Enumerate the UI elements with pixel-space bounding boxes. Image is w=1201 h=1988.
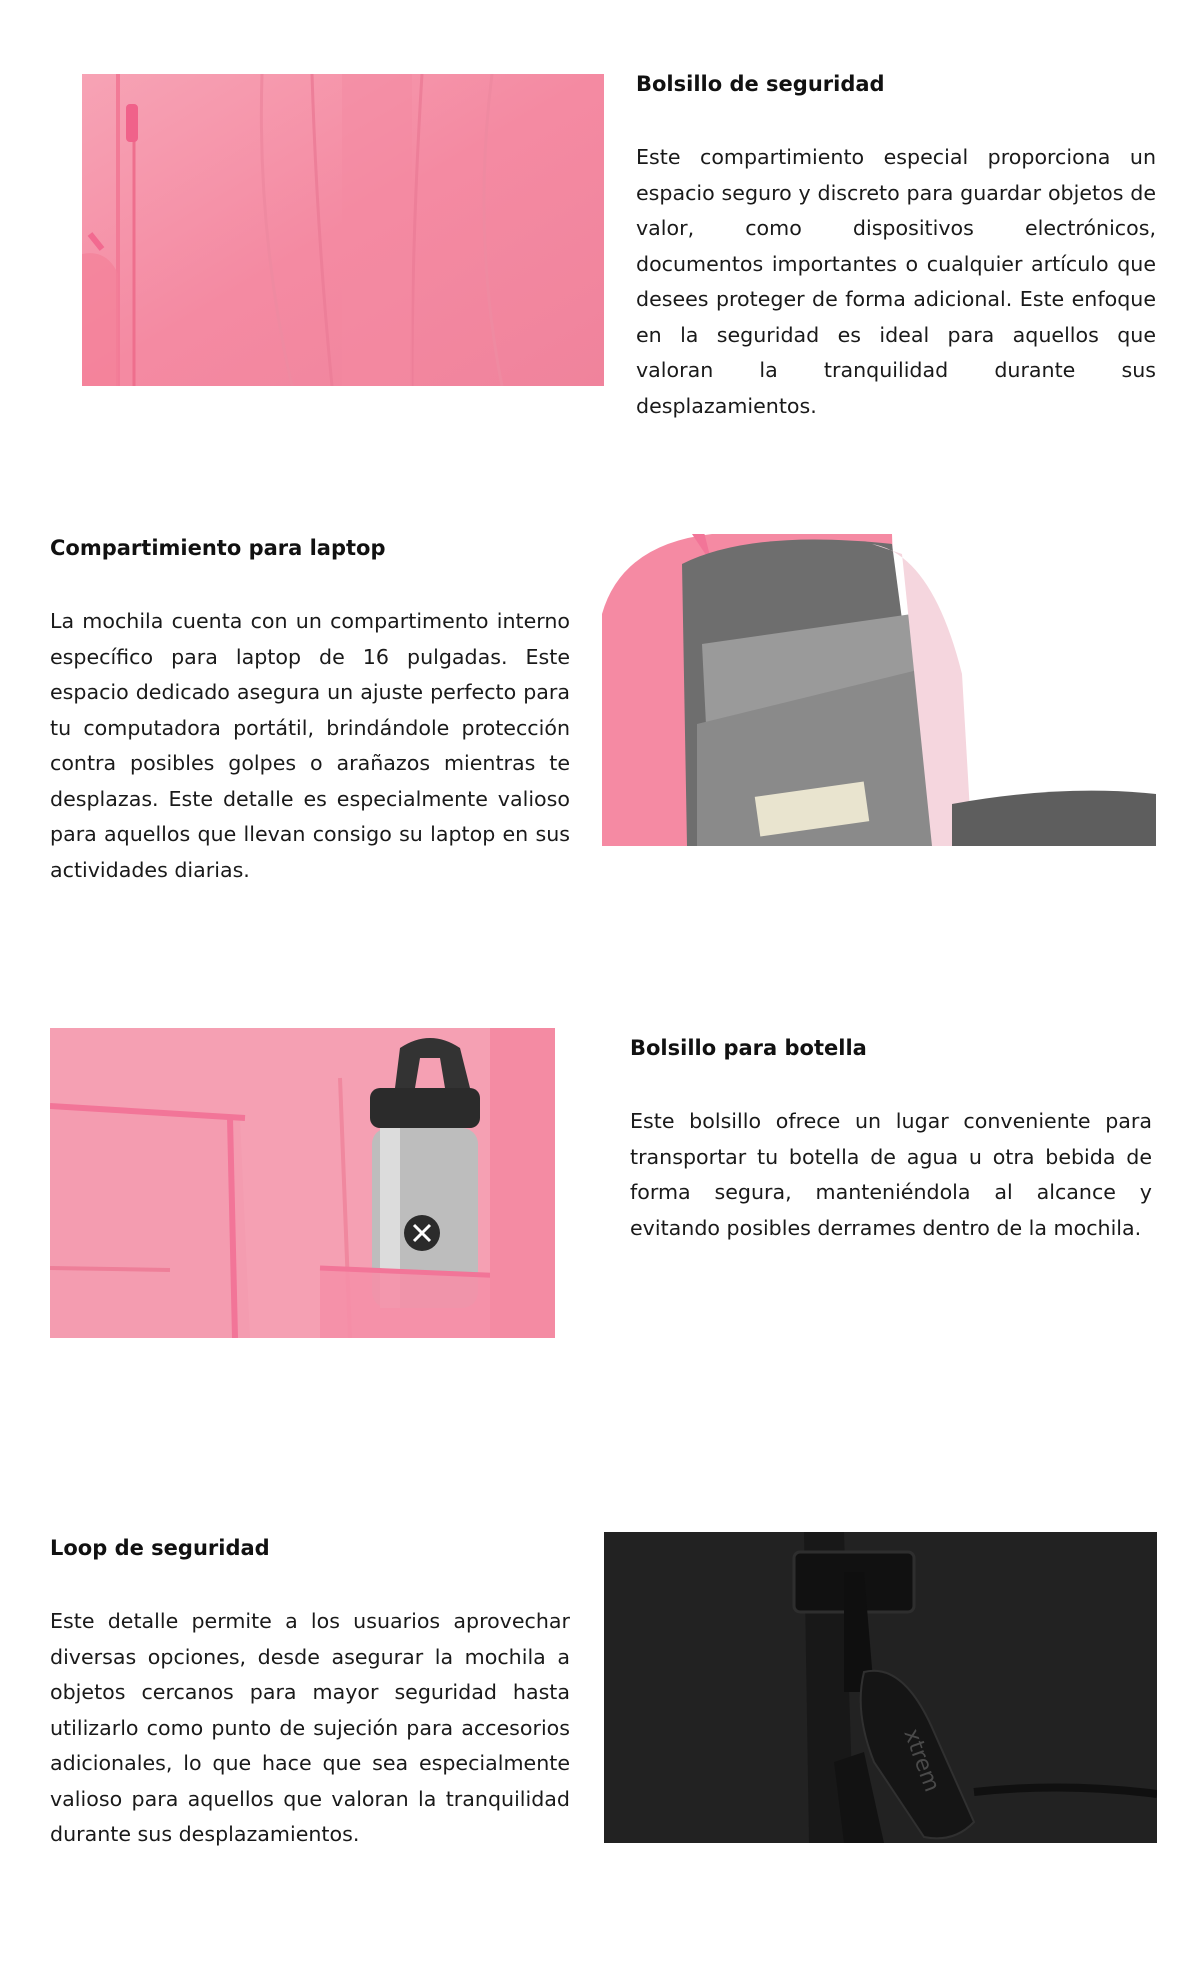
security-loop-description: Este detalle permite a los usuarios aprovechar diversas opciones, desde asegurar la mochila a objetos cercanos para mayor seguridad hasta utilizarlo como punto de sujeción para accesorios adicionales, lo que hace que sea especialmente valioso para aquellos que valoran la tranquilidad durante sus desplazamientos.	[50, 1609, 570, 1846]
bottle-pocket-text	[630, 1034, 1152, 1246]
laptop-compartment-title: Compartimiento para laptop	[50, 536, 386, 560]
feature-section-bottle-pocket	[0, 1000, 1201, 1420]
pink-backpack-side-bottle-pocket-image	[50, 1028, 555, 1338]
zipper-pull-logo: xtrem	[898, 1725, 945, 1796]
pink-backpack-open-laptop-compartment-photo	[602, 534, 1156, 846]
security-pocket-title: Bolsillo de seguridad	[636, 72, 885, 96]
security-loop-text	[50, 1534, 570, 1853]
pink-backpack-back-zipper-photo	[82, 74, 604, 386]
pink-backpack-side-bottle-pocket-photo	[50, 1028, 555, 1338]
black-backpack-security-loop-image	[604, 1532, 1157, 1843]
pink-backpack-open-laptop-compartment-image	[602, 534, 1156, 846]
security-pocket-description: Este compartimiento especial proporciona un espacio seguro y discreto para guardar objetos de valor, como dispositivos electrónicos, documentos importantes o cualquier artículo que desees proteger de forma adicional. Este enfoque en la seguridad es ideal para aquellos que valoran la tranquilidad durante sus desplazamientos.	[636, 145, 1156, 418]
feature-section-security-loop	[0, 1500, 1201, 1940]
black-backpack-security-loop-photo	[604, 1532, 1157, 1843]
laptop-compartment-description: La mochila cuenta con un compartimento interno específico para laptop de 16 pulgadas. Este espacio dedicado asegura un ajuste perfecto para tu computadora portátil, brindándole protección contra posibles golpes o arañazos mientras te desplazas. Este detalle es especialmente valioso para aquellos que llevan consigo su laptop en sus actividades diarias.	[50, 609, 570, 882]
feature-section-laptop-compartment	[0, 500, 1201, 920]
laptop-compartment-text	[50, 534, 570, 888]
feature-section-security-pocket	[0, 0, 1201, 420]
security-pocket-text	[636, 70, 1156, 424]
pink-backpack-back-zipper-image	[82, 74, 604, 386]
security-loop-title: Loop de seguridad	[50, 1536, 270, 1560]
bottle-pocket-description: Este bolsillo ofrece un lugar conveniente para transportar tu botella de agua u otra bebida de forma segura, manteniéndola al alcance y evitando posibles derrames dentro de la mochila.	[630, 1109, 1152, 1240]
bottle-pocket-title: Bolsillo para botella	[630, 1036, 867, 1060]
